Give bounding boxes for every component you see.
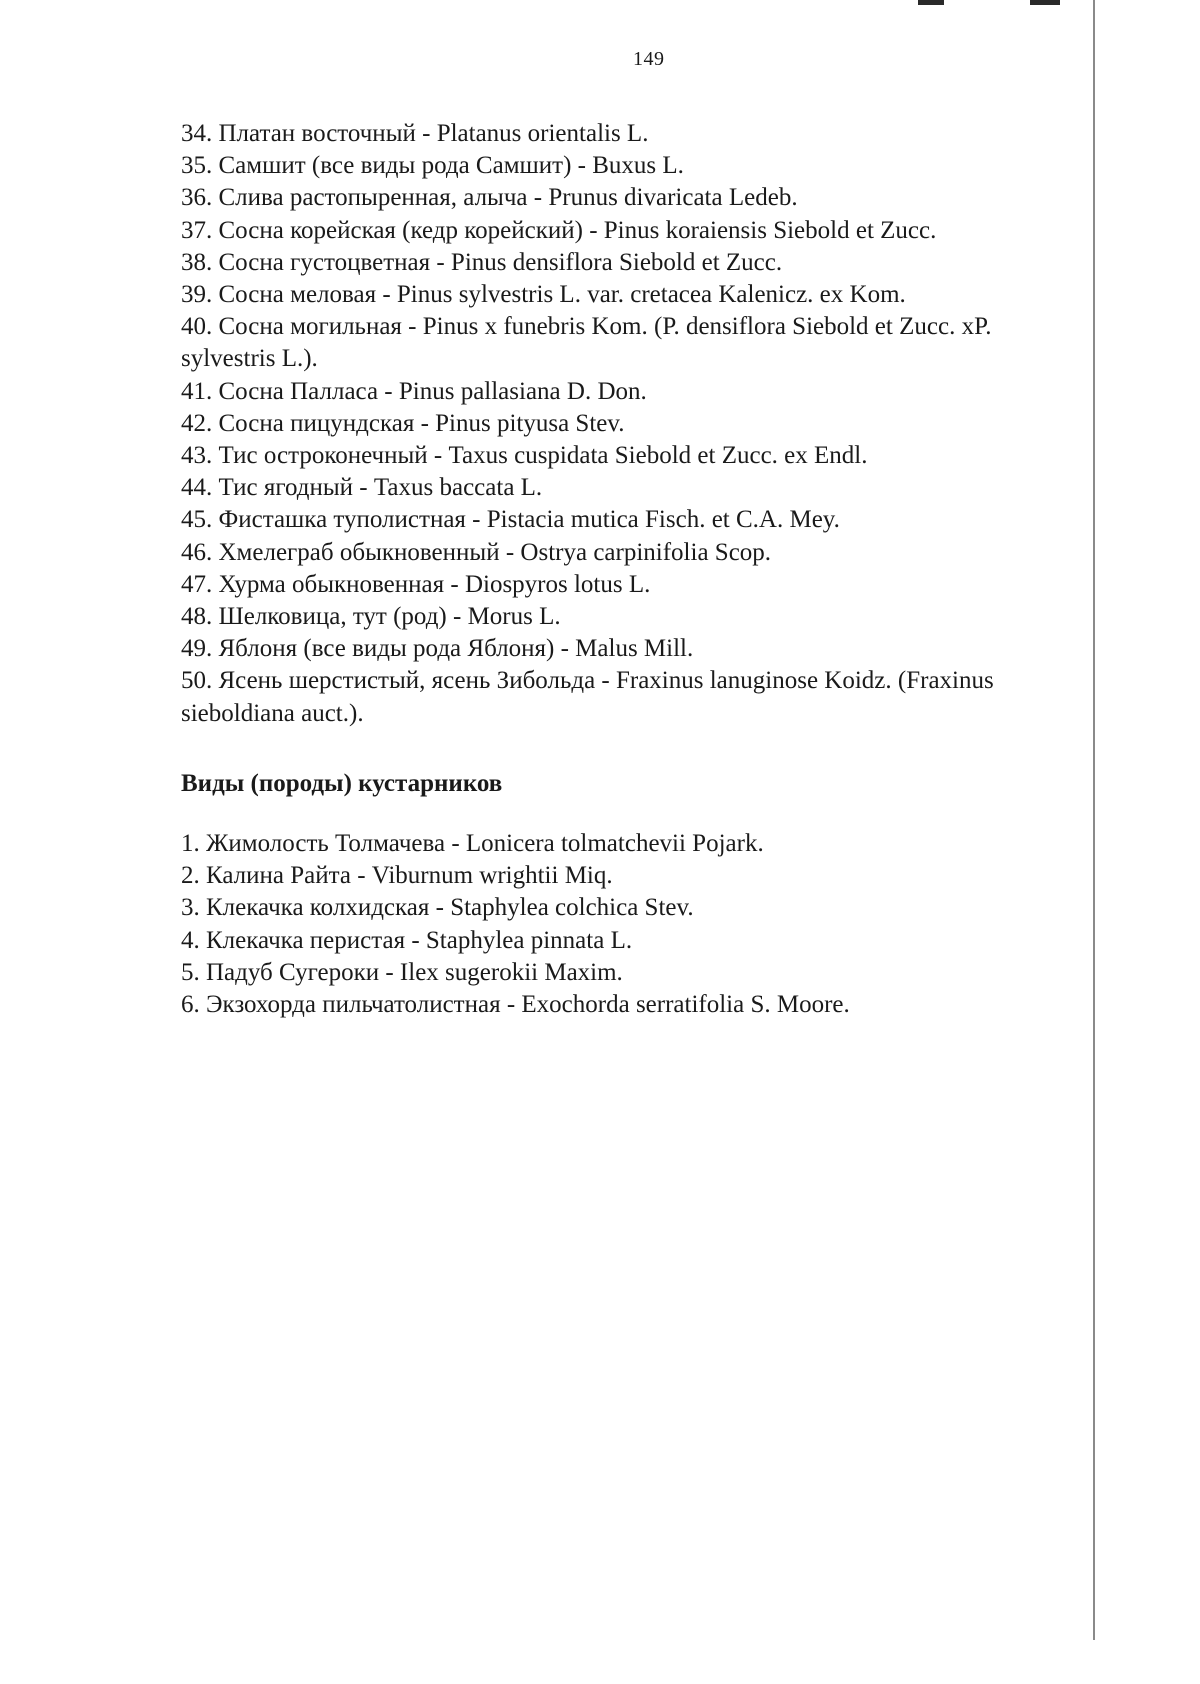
scan-corner-mark — [1030, 0, 1060, 5]
list-item: 45. Фисташка туполистная - Pistacia mutica Fisch. et C.A. Mey. — [181, 506, 840, 534]
list-item: 36. Слива растопыренная, алыча - Prunus divaricata Ledeb. — [181, 184, 798, 212]
page-number: 149 — [633, 48, 665, 70]
list-item: 37. Сосна корейская (кедр корейский) - Pinus koraiensis Siebold et Zucc. — [181, 216, 937, 244]
list-item: 41. Сосна Палласа - Pinus pallasiana D. Don. — [181, 377, 647, 405]
list-item: 48. Шелковица, тут (род) - Morus L. — [181, 603, 561, 631]
tree-species-list — [181, 118, 1121, 730]
list-item: 3. Клекачка колхидская - Staphylea colchica Stev. — [181, 894, 694, 922]
list-item: 38. Сосна густоцветная - Pinus densiflora Siebold et Zucc. — [181, 248, 783, 276]
list-item: 1. Жимолость Толмачева - Lonicera tolmatchevii Pojark. — [181, 830, 764, 857]
list-item: 40. Сосна могильная - Pinus x funebris Kom. (P. densiflora Siebold et Zucc. xP. — [181, 313, 992, 341]
list-item: 46. Хмелеграб обыкновенный - Ostrya carpinifolia Scop. — [181, 538, 772, 566]
section-heading: Виды (породы) кустарников — [181, 770, 503, 797]
scan-corner-mark — [918, 0, 944, 5]
list-item: 44. Тис ягодный - Taxus baccata L. — [181, 474, 543, 502]
list-item: 6. Экзохорда пильчатолистная - Exochorda serratifolia S. Moore. — [181, 991, 850, 1019]
list-item: 50. Ясень шерстистый, ясень Зибольда - Fraxinus lanuginose Koidz. (Fraxinus — [181, 667, 994, 695]
shrub-species-list — [181, 828, 1121, 1021]
list-item: 43. Тис остроконечный - Taxus cuspidata Siebold et Zucc. ex Endl. — [181, 442, 868, 470]
list-item: 42. Сосна пицундская - Pinus pityusa Stev. — [181, 409, 625, 437]
list-item: 5. Падуб Сугероки - Ilex sugerokii Maxim. — [181, 958, 623, 986]
list-item: 4. Клекачка перистая - Staphylea pinnata L. — [181, 926, 633, 954]
list-item: 49. Яблоня (все виды рода Яблоня) - Malus Mill. — [181, 635, 694, 663]
list-item-continuation: sylvestris L.). — [181, 345, 318, 373]
list-item: 2. Калина Райта - Viburnum wrightii Miq. — [181, 862, 613, 890]
list-item: 47. Хурма обыкновенная - Diospyros lotus L. — [181, 570, 651, 598]
list-item: 39. Сосна меловая - Pinus sylvestris L. var. cretacea Kalenicz. ex Kom. — [181, 281, 906, 309]
list-item: 35. Самшит (все виды рода Самшит) - Buxus L. — [181, 152, 684, 180]
list-item: 34. Платан восточный - Platanus orientalis L. — [181, 120, 649, 147]
list-item-continuation: sieboldiana auct.). — [181, 699, 364, 727]
